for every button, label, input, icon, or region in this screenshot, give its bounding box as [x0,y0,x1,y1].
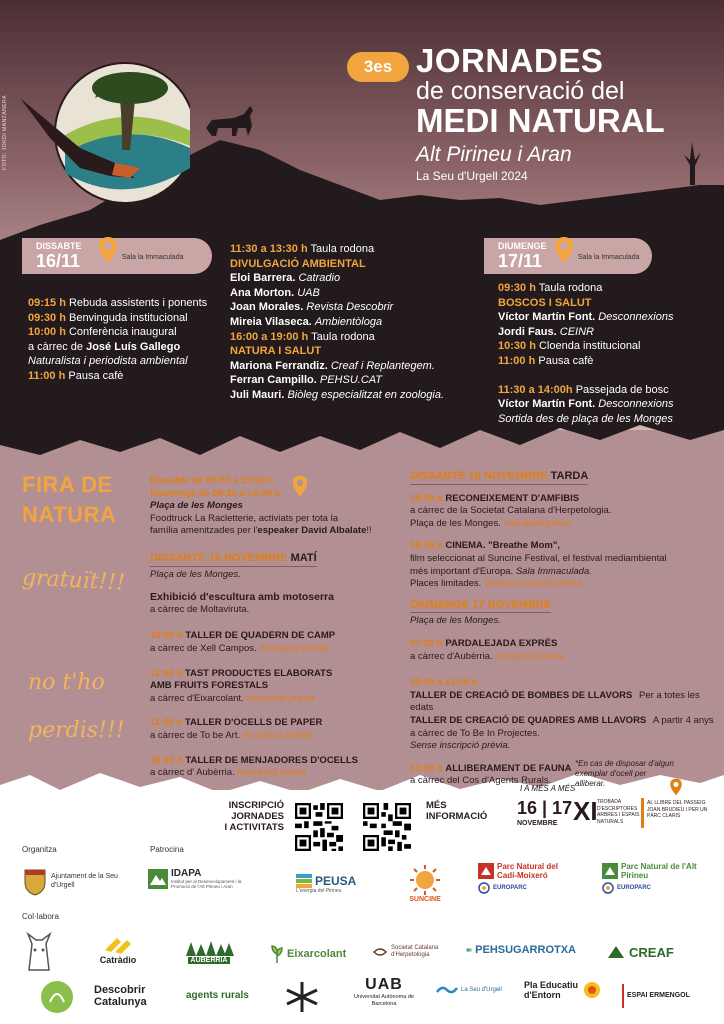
fira-title-line-2: NATURA [22,502,117,527]
collaborator-label: Col·labora [22,912,59,921]
leaf-icon [270,944,284,964]
descobrir-logo: Descobrir Catalunya [94,984,147,1008]
seu-urgell-logo: La Seu d'Urgell [436,984,516,996]
section-heading: DISSABTE 16 NOVEMBRE TARDA [410,470,588,485]
creaf-icon [606,944,626,960]
star-logo-icon [284,980,320,1014]
signup-label: INSCRIPCIÓ JORNADES I ACTIVITATS [224,800,284,833]
panelist: Mireia Vilaseca. Ambientòloga [230,315,383,328]
location-pin-icon [669,778,683,796]
fira-title [22,470,142,530]
ermengol-bar [622,984,624,1008]
organizer-label: Organitza [22,845,57,854]
saturday-date: 16/11 [36,251,81,271]
workshop: 11:30 h TALLER D'OCELLS DE PAPER a càrrec de To be Art. Inscripció prèvia [150,717,323,741]
schedule-row: 11:00 h Pausa cafè [28,369,124,382]
schedule-row: 09:30 h Taula rodona [498,282,603,294]
expo-by: a càrrec de Moltaviruta. [150,603,250,615]
festival-badge [517,796,717,832]
title-line-2: de conservació del [416,77,625,105]
panelist: Mariona Ferrandiz. Creaf i Replantegem. [230,359,435,372]
agents-rurals-logo: agents rurals [186,990,249,1001]
saturday-tab [22,238,212,274]
peusa-icon [296,874,312,888]
peusa-logo: PEUSA L'energia del Pirineu [296,874,357,894]
festival-divider [641,798,644,828]
activity: 19:15 h CINEMA. "Breathe Mom", film seleccionat al Suncine Festival, el festival mediambiental més important d'Europa. Sala Immaculada. Places limitades. Sense inscripció prèvia. [410,540,667,590]
catradio-logo: Catràdio [88,936,148,965]
workshop: 11:00 h TAST PRODUCTES ELABORATS AMB FRUITS FORESTALS a càrrec d'Eixarcolant. Inscripció prèvia [150,667,333,704]
roundtable-heading: DIVULGACIÓ AMBIENTAL [230,257,366,270]
handwritten-free: gratuït!!! [21,565,126,596]
schedule-row: 11:30 a 13:30 h Taula rodona [230,243,375,255]
panelist: Víctor Martín Font. Desconnexions [498,398,674,411]
panelist: Eloi Barrera. Catradio [230,272,341,285]
festival-note: AL LLIBRE DEL PASSEIG JOAN BRUDIEU I PER UN PÀRC CLARIS [647,800,708,819]
panelist: Víctor Martín Font. Desconnexions [498,311,674,324]
panelist: Joan Morales. Revista Descobrir [230,301,394,314]
activity: 18:00 h RECONEIXEMENT D'AMFIBIS a càrrec de la Societat Catalana d'Herpetologia. Plaça de les Monges. Inscripció prèvia [410,492,612,529]
schedule-row: 11:30 a 14:00h Passejada de bosc [498,383,669,396]
pehsu-icon [466,942,472,958]
also-label: I A MÉS A MÉS [520,784,576,793]
roundtable-heading: BOSCOS I SALUT [498,296,592,309]
panelist: Ferran Campillo. PEHSU.CAT [230,374,382,387]
roundtable-heading: NATURA I SALUT [230,345,322,358]
handwritten-dont-miss-1: no t'ho [28,670,105,695]
wave-icon [436,984,458,996]
schedule-row: 10:00 h Conferència inaugural [28,326,177,339]
speaker-row: a càrrec de José Luís Gallego [28,340,181,353]
europarc-icon [478,882,490,894]
edition-badge: 3es [347,52,409,82]
handwritten-dont-miss-2: perdis!!! [28,718,125,743]
schedule-row: 11:00 h Pausa cafè [498,354,594,367]
saturday-schedule [28,296,218,384]
fira-foodtruck: Foodtruck La Racletterie, activiats per tota la [150,512,338,524]
section-place: Plaça de les Monges. [410,615,501,627]
pla-educatiu-logo: Pla Educatiu d'Entorn [524,980,604,1000]
schedule-row: 16:00 a 19:00 h Taula rodona [230,330,375,343]
park-icon [602,863,618,879]
panelist: Juli Mauri. Biòleg especialitzat en zoologia. [230,388,445,401]
afternoon-activities [410,470,720,788]
saturday-day-name: DISSABTE [36,241,82,251]
title-line-1: JORNADES [416,42,604,79]
signup-qr-code[interactable] [292,800,346,854]
section-heading: DISSABTE 16 NOVEMBRE MATÍ [150,552,317,567]
park-icon [478,863,494,879]
catradio-icon [103,936,133,954]
conservation-logo-icon [20,58,190,208]
title-line-3: MEDI NATURAL [416,102,665,139]
uab-logo: UAB Universitat Autònoma de Barcelona [354,976,414,1007]
saturday-roundtables [230,242,480,403]
activity: 10:00 a 14:00 h TALLER DE CREACIÓ DE BOMBES DE LLAVORS Per a totes les edats TALLER DE CREACIÓ DE QUADRES AMB LLAVORS A partir 4 anys a càrrec de To Be In Projectes. Sense inscripció prèvia. [410,677,714,752]
workshop: 16:00 h TALLER DE MENJADORES D'OCELLS a càrrec d' Aubèrria. Inscripció prèvia [150,754,358,779]
idapa-logo: IDAPA Institut per al Desenvolupament i la Promoció de l'Alt Pirineu i Aran [148,868,278,889]
location-pin-icon [554,236,574,264]
fira-times-sat: Dissabte de 09:30 a 19:00 h [150,475,274,486]
panelist: Ana Morton. UAB [230,286,320,299]
fira-place: Plaça de les Monges [150,500,243,512]
panelist: Jordi Faus. CEINR [498,325,594,338]
more-info-label: MÉS INFORMACIÓ [426,800,488,822]
speaker-role: Naturalista i periodista ambiental [28,355,188,368]
idapa-icon [148,869,168,889]
schedule-row: 09:15 h Rebuda assistents i ponents [28,297,208,309]
fauna-note: *En cas de disposar d'algun exemplar d'ocell per alliberar. [575,758,674,788]
location-pin-icon [98,236,118,264]
title-line-5: La Seu d'Urgell 2024 [416,169,528,183]
walk-note: Sortida des de plaça de les Monges [498,412,673,425]
sunday-schedule [498,281,718,426]
herpetology-logo: Societat Catalana d'Herpetologia [372,944,452,960]
schedule-row: 09:30 h Benvinguda institucional [28,311,188,324]
section-place: Plaça de les Monges. [150,568,241,580]
fira-foodtruck-2: família amenitzades per l'espeaker David Albalate!! [150,525,372,537]
event-title [416,44,716,184]
coat-of-arms-icon [22,866,48,896]
alt-pirineu-logo: Parc Natural de l'Alt Pirineu EUROPARC [602,862,712,894]
festival-roman: XI [573,796,598,826]
section-heading: DIUMENGE 17 NOVEMBRE [410,599,551,614]
sunday-day-name: DIUMENGE [498,241,547,251]
fira-times-sun: Diumenge de 09:30 a 14:00 h [150,487,280,499]
location-pin-icon [292,474,308,498]
eixarcolant-logo: Eixarcolant [270,944,350,964]
sunday-tab [484,238,652,274]
org-logo-text: Ajuntament de la Seu d'Urgell [51,873,118,889]
title-line-4: Alt Pirineu i Aran [416,143,572,166]
workshop: 10:00 h TALLER DE QUADERN DE CAMP a càrrec de Xell Campos. Inscripció prèvia [150,630,336,654]
puzzle-icon [583,981,601,999]
saturday-morning [150,552,400,780]
org-logo [22,866,142,896]
photo-credit: FOTO: JORDI MANZANERA [2,95,8,170]
wolf-logo-icon [24,932,54,972]
fira-title-line-1: FIRA DE [22,472,113,497]
sun-icon [409,864,441,896]
expo-title: Exhibició d'escultura amb motoserra [150,591,334,604]
info-qr-code[interactable] [360,800,414,854]
festival-dates: 16 | 17 [517,798,573,818]
fira-info [150,475,400,538]
activity: 07:30 h PARDALEJADA EXPRÉS a càrrec d'Aubèrria. Inscripció prèvia. [410,637,567,662]
saturday-room: Sala la Immaculada [122,254,184,261]
sponsor-label: Patrocina [150,845,184,854]
lizard-icon [372,944,388,960]
europarc-icon [602,882,614,894]
espai-ermengol-logo: ESPAI ERMENGOL [622,984,712,1008]
cadi-moixero-logo: Parc Natural del Cadí-Moixeró EUROPARC [478,862,586,894]
green-circle-logo-icon [40,980,74,1014]
auberria-logo: AUBÈRRIA [180,940,238,964]
schedule-row: 10:30 h Cloenda institucional [498,340,641,353]
festival-month: NOVEMBRE [517,820,558,827]
sunday-room: Sala la Immaculada [578,254,640,261]
creaf-logo: CREAF [606,944,706,960]
sunday-date: 17/11 [498,251,543,271]
activity: 12:00 h ALLIBERAMENT DE FAUNA a càrrec del Cos d'Agents Rurals. *En cas de disposar d'algun exemplar d'ocell per alliberar. [410,758,674,788]
suncine-logo: SUNCINE [400,864,450,903]
trees-icon [184,940,234,956]
pehsu-logo: PEHSUGARROTXA [466,942,576,958]
festival-name: TROBADA D'ESCRIPTORES ARBRES I ESPAIS NATURALS [597,799,640,825]
